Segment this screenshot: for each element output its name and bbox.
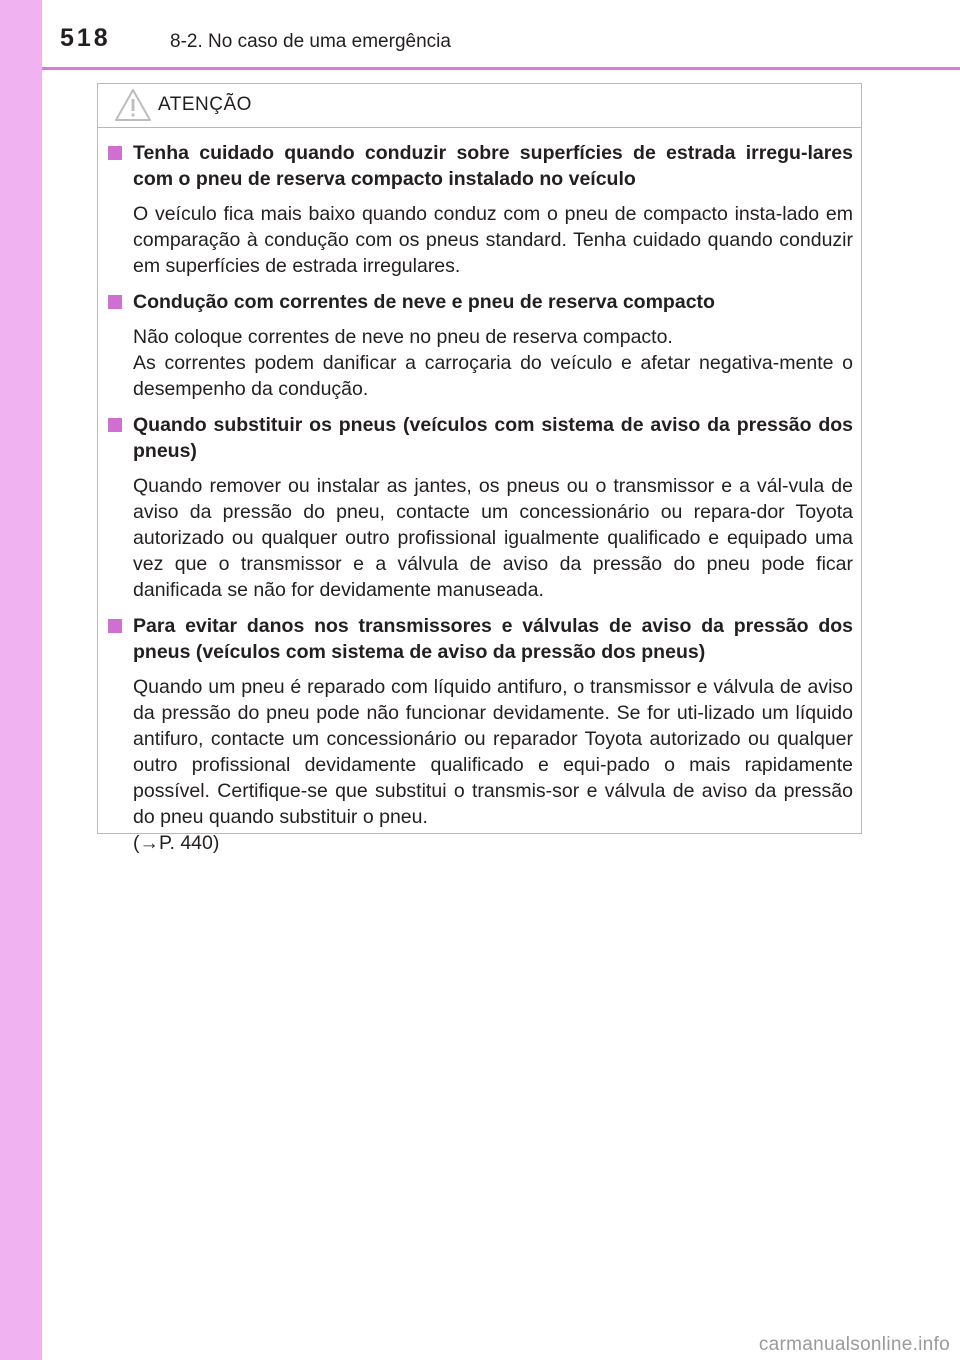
- item-heading: Tenha cuidado quando conduzir sobre superfícies de estrada irregu-lares com o pneu de reserva compacto instalado no veículo: [106, 140, 853, 192]
- square-bullet-icon: [108, 146, 122, 160]
- warning-item: [106, 412, 853, 603]
- item-text: Não coloque correntes de neve no pneu de reserva compacto. As correntes podem danificar a carroçaria do veículo e afetar negativa-mente o desempenho da condução.: [133, 326, 853, 400]
- warning-item: [106, 613, 853, 856]
- item-text: O veículo fica mais baixo quando conduz com o pneu de compacto insta-lado em comparação à condução com os pneus standard. Tenha cuidado quando conduzir em superfícies de estrada irregulares.: [133, 203, 853, 277]
- warning-item: [106, 289, 853, 402]
- warning-triangle-icon: [114, 88, 152, 122]
- item-heading: Condução com correntes de neve e pneu de reserva compacto: [106, 289, 853, 315]
- warning-box: [97, 83, 862, 854]
- item-heading: Para evitar danos nos transmissores e válvulas de aviso da pressão dos pneus (veículos com sistema de aviso da pressão dos pneus): [106, 613, 853, 665]
- item-heading: Quando substituir os pneus (veículos com sistema de aviso da pressão dos pneus): [106, 412, 853, 464]
- item-text: Quando um pneu é reparado com líquido antifuro, o transmissor e válvula de aviso da pressão do pneu pode não funcionar devidamente. Se for uti-lizado um líquido antifuro, contacte um concessionário ou reparador Toyota autorizado ou qualquer outro profissional devidamente qualificado e equi-pado o mais rapidamente possível. Certifique-se que substitui o transmis-sor e válvula de aviso da pressão do pneu quando substituir o pneu. (→P. 440): [133, 676, 853, 854]
- square-bullet-icon: [108, 295, 122, 309]
- warning-header: [98, 84, 861, 128]
- page-number: 518: [60, 24, 111, 52]
- warning-body: [98, 128, 861, 856]
- square-bullet-icon: [108, 619, 122, 633]
- square-bullet-icon: [108, 418, 122, 432]
- section-title: 8-2. No caso de uma emergência: [170, 31, 451, 52]
- watermark: carmanualsonline.info: [758, 1334, 950, 1355]
- item-text: Quando remover ou instalar as jantes, os pneus ou o transmissor e a vál-vula de aviso da pressão do pneu, contacte um concessionário ou repara-dor Toyota autorizado ou qualquer outro profissional igualmente qualificado e equipado uma vez que o transmissor e a válvula de aviso da pressão do pneu pode ficar danificada se não for devidamente manuseada.: [133, 475, 853, 601]
- page-reference-link[interactable]: (→P. 440): [133, 832, 220, 854]
- warning-item: [106, 140, 853, 279]
- section-color-tab: [0, 0, 42, 1360]
- warning-label: ATENÇÃO: [158, 94, 252, 115]
